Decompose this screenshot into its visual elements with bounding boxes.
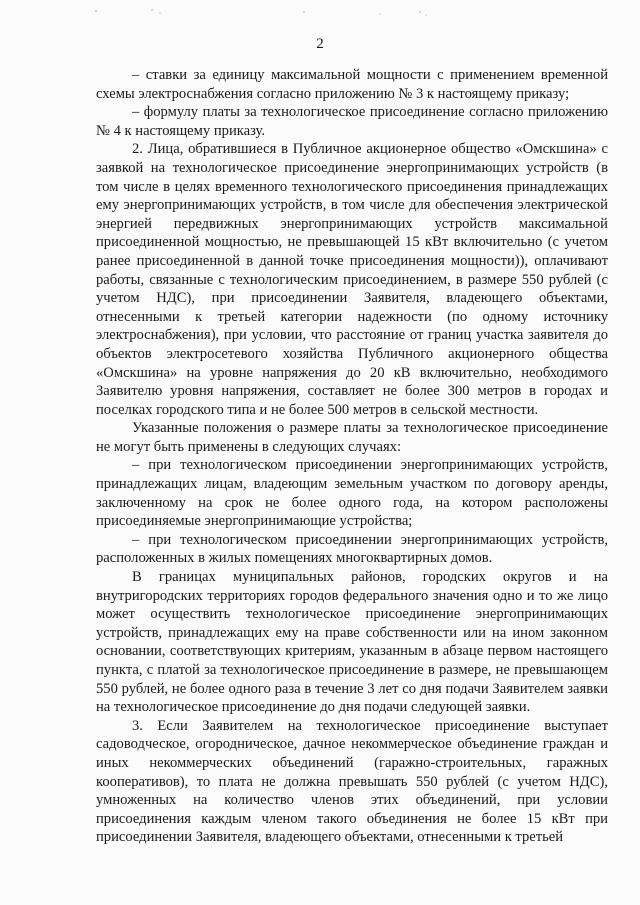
paragraph-fee-formula: – формулу платы за технологическое присоединение согласно приложению № 4 к настоящему приказу. (96, 104, 608, 139)
scan-noise-marks (90, 6, 520, 18)
paragraph-exceptions-intro: Указанные положения о размере платы за технологическое присоединение не могут быть применены в следующих случаях: (96, 420, 608, 455)
page-number: 2 (316, 36, 324, 52)
paragraph-item-2: 2. Лица, обратившиеся в Публичное акционерное общество «Омскшина» с заявкой на технологическое присоединение энергопринимающих устройств (в том числе в целях временного технологического присоединения принадлежащих ему энергопринимающих устройств, в том числе для обеспечения электрической энергией передвижных энергопринимающих устройств максимальной присоединенной мощностью, не превышающей 15 кВт включительно (с учетом ранее присоединенной в данной точке присоединения мощности)), оплачивают работы, связанные с технологическим присоединением, в размере 550 рублей (с учетом НДС), при присоединении Заявителя, владеющего объектами, отнесенными к третьей категории надежности (по одному источнику электроснабжения), при условии, что расстояние от границ участка заявителя до объектов электросетевого хозяйства Публичного акционерного общества «Омскшина» на уровне напряжения до 20 кВ включительно, необходимого Заявителю уровня напряжения, составляет не более 300 метров в городах и поселках городского типа и не более 500 метров в сельской местности. (96, 141, 608, 418)
paragraph-item-3: 3. Если Заявителем на технологическое присоединение выступает садоводческое, огородническое, дачное некоммерческое объединение граждан и иных некоммерческих объединений (гаражно-строительных, гаражных кооперативов), то плата не должна превышать 550 рублей (с учетом НДС), умноженных на количество членов этих объединений, при условии присоединения каждым членом такого объединения не более 15 кВт при присоединении Заявителя, владеющего объектами, отнесенными к третьей (96, 717, 608, 846)
paragraph-rates-temporary-scheme: – ставки за единицу максимальной мощности с применением временной схемы электроснабжения согласно приложению № 3 к настоящему приказу; (96, 67, 608, 102)
paragraph-municipal-boundaries: В границах муниципальных районов, городских округов и на внутригородских территориях городов федерального значения одно и то же лицо может осуществить технологическое присоединение энергопринимающих устройств, принадлежащих ему на праве собственности или на ином законном основании, соответствующих критериям, указанным в абзаце первом настоящего пункта, с платой за технологическое присоединение в размере, не превышающем 550 рублей, не более одного раза в течение 3 лет со дня подачи Заявителем заявки на технологическое присоединение до дня подачи следующей заявки. (96, 569, 608, 716)
document-body (96, 66, 608, 847)
paragraph-exception-apartments: – при технологическом присоединении энергопринимающих устройств, расположенных в жилых помещениях многоквартирных домов. (96, 531, 608, 567)
paragraph-exception-lease: – при технологическом присоединении энергопринимающих устройств, принадлежащих лицам, владеющим земельным участком по договору аренды, заключенному на срок не более одного года, на котором расположены присоединяемые энергопринимающие устройства; (96, 457, 608, 530)
